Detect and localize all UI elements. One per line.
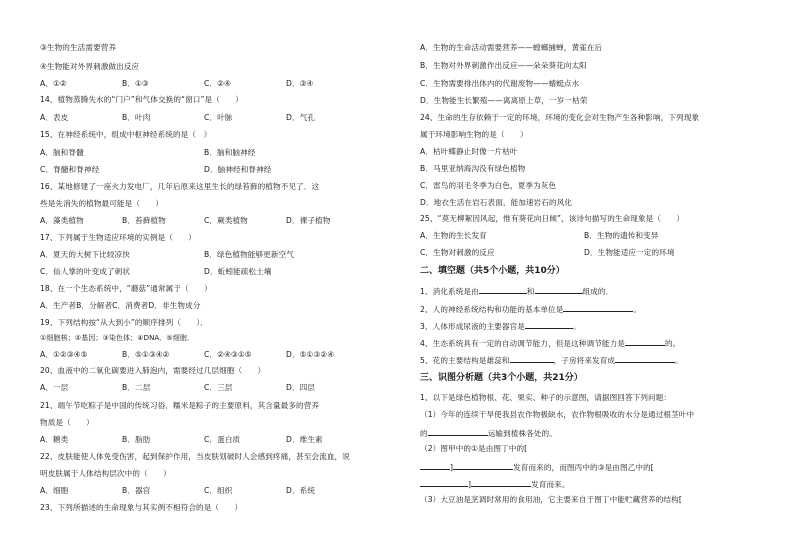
- fill-1-text-c: 组成的．: [582, 287, 614, 296]
- fill-5-text-a: 5、花的主要结构是雄蕊和: [420, 356, 510, 365]
- question-22-line1: 22、皮肤能使人体免受伤害，起到保护作用，当皮肤划破时人会感到疼痛，甚至会流血，说: [40, 452, 350, 461]
- option-c: C．②④: [204, 79, 231, 88]
- option-a: A．藻类植物: [40, 216, 84, 225]
- option-c: C．组织: [204, 486, 233, 495]
- q13-item-3: ③生物的生活需要营养: [40, 43, 117, 52]
- question-19: 19、下列结构按“从大到小”的顺序排列（ ）．: [40, 318, 209, 327]
- text: 发育而来的，而图丙中的③是由图乙中的[: [513, 463, 654, 472]
- option-d: D．维生素: [286, 435, 323, 444]
- q13-item-4: ④生物能对外界刺激做出反应: [40, 62, 140, 71]
- diagram-q1-2-line3: [420, 478, 570, 490]
- fill-3-text-a: 3、人体形成尿液的主要器官是: [420, 322, 525, 331]
- option-c: C．蛋白质: [204, 435, 241, 444]
- option-c: C．生物对刺激的反应: [420, 248, 495, 257]
- question-15: 15、在神经系统中，组成中枢神经系统的是（ ）: [40, 130, 212, 139]
- option-d: D．系统: [286, 486, 316, 495]
- question-20: 20、血液中的二氧化碳要进入肺泡内，需要经过几层细胞（ ）: [40, 366, 266, 375]
- option-b: B．绿色植物能够更新空气: [204, 250, 294, 259]
- diagram-q1-1-line2: [420, 427, 557, 439]
- option-b: B．器官: [122, 486, 151, 495]
- question-22-line2: 明皮肤属于人体结构层次中的（ ）: [40, 469, 171, 478]
- question-18: 18、在一个生态系统中，“蘑菇”通常属于（ ）: [40, 284, 212, 293]
- option-d: D．蚯蚓能疏松土壤: [204, 267, 272, 276]
- option-b: B．脑和脑神经: [204, 148, 256, 157]
- diagram-q1: 1、以下是绿色植物根、花、果实、种子的示意图，请据图回答下列问题：: [420, 393, 672, 402]
- option-d: D．裸子植物: [286, 216, 331, 225]
- fill-blank[interactable]: [563, 303, 633, 312]
- option-b: B．生物的遗传和变异: [584, 231, 659, 240]
- q23-option-c: C．生物需要排出体内的代谢废物——蜻蜓点水: [420, 79, 580, 88]
- fill-blank[interactable]: [420, 478, 468, 487]
- section-diagram-heading: 三、识图分析题（共3个小题，共21分）: [420, 373, 583, 383]
- fill-blank[interactable]: [420, 461, 450, 470]
- option-b: B．脂肪: [122, 435, 151, 444]
- option-a: A．①②③④⑤: [40, 350, 88, 359]
- option-c: C．叶脉: [204, 113, 233, 122]
- option-a: A．生物的生长发育: [420, 231, 487, 240]
- q23-option-a: A．生物的生命活动需要营养——螳螂捕蝉，黄雀在后: [420, 43, 603, 52]
- fill-blank[interactable]: [471, 478, 531, 487]
- option-b: B．①③: [122, 79, 149, 88]
- fill-2: [420, 303, 641, 315]
- fill-blank[interactable]: [479, 285, 527, 294]
- question-21-line2: 物质是（ ）: [40, 418, 94, 427]
- fill-2-text-b: 。: [633, 305, 642, 314]
- option-b: B．苔藓植物: [122, 216, 166, 225]
- option-c: C．②④③①⑤: [204, 350, 252, 359]
- fill-4-text-b: 的。: [664, 339, 681, 348]
- fill-5: [420, 354, 683, 366]
- question-14: 14、植物蒸腾失水的“门户”和气体交换的“窗口”是（ ）: [40, 95, 243, 104]
- text: ]: [450, 463, 454, 472]
- option-b: B．二层: [122, 383, 151, 392]
- option-a: A．糖类: [40, 435, 69, 444]
- fill-blank[interactable]: [615, 354, 675, 363]
- option-a: A．①②: [40, 79, 67, 88]
- question-17: 17、下列属于生物适应环境的实例是（ ）: [40, 233, 197, 242]
- fill-3-text-b: 。: [572, 322, 581, 331]
- fill-4-text-a: 4、生态系统具有一定的自动调节能力，但是这种调节能力是: [420, 339, 625, 348]
- option-c: C．蕨类植物: [204, 216, 248, 225]
- question-21-line1: 21、端午节吃粽子是中国的传统习俗．糯米是粽子的主要原料，其含量最多的营养: [40, 401, 320, 410]
- q23-option-b: B．生物对外界刺激作出反应——朵朵葵花向太阳: [420, 61, 587, 70]
- fill-blank[interactable]: [453, 461, 513, 470]
- option-d: D．四层: [286, 383, 316, 392]
- question-16-line2: 些是先消失的植物最可能是（ ）: [40, 199, 164, 208]
- q24-option-d: D．地衣生活在岩石表面，能加速岩石的风化: [420, 198, 573, 207]
- fill-2-text-a: 2、人的神经系统结构和功能的基本单位是: [420, 305, 564, 314]
- fill-blank[interactable]: [535, 285, 583, 294]
- option-a: A．脑和脊髓: [40, 148, 84, 157]
- option-d: D．气孔: [286, 113, 316, 122]
- option-c: C．脊髓和脊神经: [40, 165, 100, 174]
- fill-blank[interactable]: [625, 337, 665, 346]
- option-d: D．⑤①③②④: [286, 350, 335, 359]
- text: 的: [420, 429, 428, 438]
- fill-3: [420, 320, 581, 332]
- q24-option-b: B．马里亚纳海沟没有绿色植物: [420, 164, 526, 173]
- fill-4: [420, 337, 680, 349]
- option-b: B．叶肉: [122, 113, 151, 122]
- option-c: C．仙人掌的叶变成了刺状: [40, 267, 131, 276]
- question-25: 25、“莫无柳絮因风起，惟有葵花向日倾”，该诗句描写的生命现象是（ ）: [420, 214, 685, 223]
- q24-option-c: C．雷鸟的羽毛冬季为白色，夏季为灰色: [420, 181, 557, 190]
- option-a: A．夏天的大树下比较凉快: [40, 250, 130, 259]
- fill-1: [420, 285, 613, 297]
- question-16-line1: 16、某地修建了一座火力发电厂，几年后原来这里生长的绿苔藓的植物不见了．这: [40, 182, 320, 191]
- fill-1-text-b: 和: [526, 287, 535, 296]
- option-d: D．生物能适应一定的环境: [584, 248, 675, 257]
- question-24-line1: 24、生命的生存依赖于一定的环境，环境的变化会对生物产生各种影响，下列现象: [420, 113, 700, 122]
- fill-blank[interactable]: [428, 427, 488, 436]
- text: 发育而来。: [531, 480, 570, 489]
- q23-option-d: D．生物能生长繁殖——离离原上草，一岁一枯荣: [420, 96, 588, 105]
- diagram-q1-1-line1: （1）今年的连续干旱使我县农作物极缺水，农作物根吸收的水分是通过根茎叶中: [420, 410, 695, 419]
- q18-options: A．生产者B．分解者C．消费者D．非生物成分: [40, 301, 201, 310]
- fill-blank[interactable]: [525, 320, 573, 329]
- diagram-q1-3: （3）大豆油是烹调时常用的食用油，它主要来自于图丁中能贮藏营养的结构[: [420, 495, 682, 504]
- option-d: D．③④: [286, 79, 314, 88]
- text: ]: [468, 480, 472, 489]
- q24-option-a: A．枯叶蝶静止时像一片枯叶: [420, 147, 518, 156]
- option-d: D．脑神经和脊神经: [204, 165, 272, 174]
- fill-blank[interactable]: [510, 354, 554, 363]
- fill-5-text-c: 。: [675, 356, 683, 365]
- q19-items: ①细胞核；②基因；③染色体；④DNA．⑤细胞．: [40, 334, 195, 342]
- option-a: A．细胞: [40, 486, 69, 495]
- option-c: C．三层: [204, 383, 233, 392]
- question-23: 23、下列所描述的生命现象与其实例不相符合的是（ ）: [40, 503, 243, 512]
- fill-5-text-b: ，子房将来发育成: [553, 356, 616, 365]
- section-fill-in-heading: 二、填空题（共5个小题，共10分）: [420, 266, 565, 276]
- diagram-q1-2-line2: [420, 461, 654, 473]
- question-24-line2: 属于环境影响生物的是（ ）: [420, 130, 528, 139]
- fill-1-text-a: 1、消化系统是由: [420, 287, 479, 296]
- option-a: A．一层: [40, 383, 69, 392]
- diagram-q1-2-line1: （2）图甲中的①是由图丁中的[: [420, 444, 528, 453]
- text: 运输到植株各处的。: [487, 429, 557, 438]
- option-a: A．表皮: [40, 113, 69, 122]
- option-b: B．⑤①③④②: [122, 350, 170, 359]
